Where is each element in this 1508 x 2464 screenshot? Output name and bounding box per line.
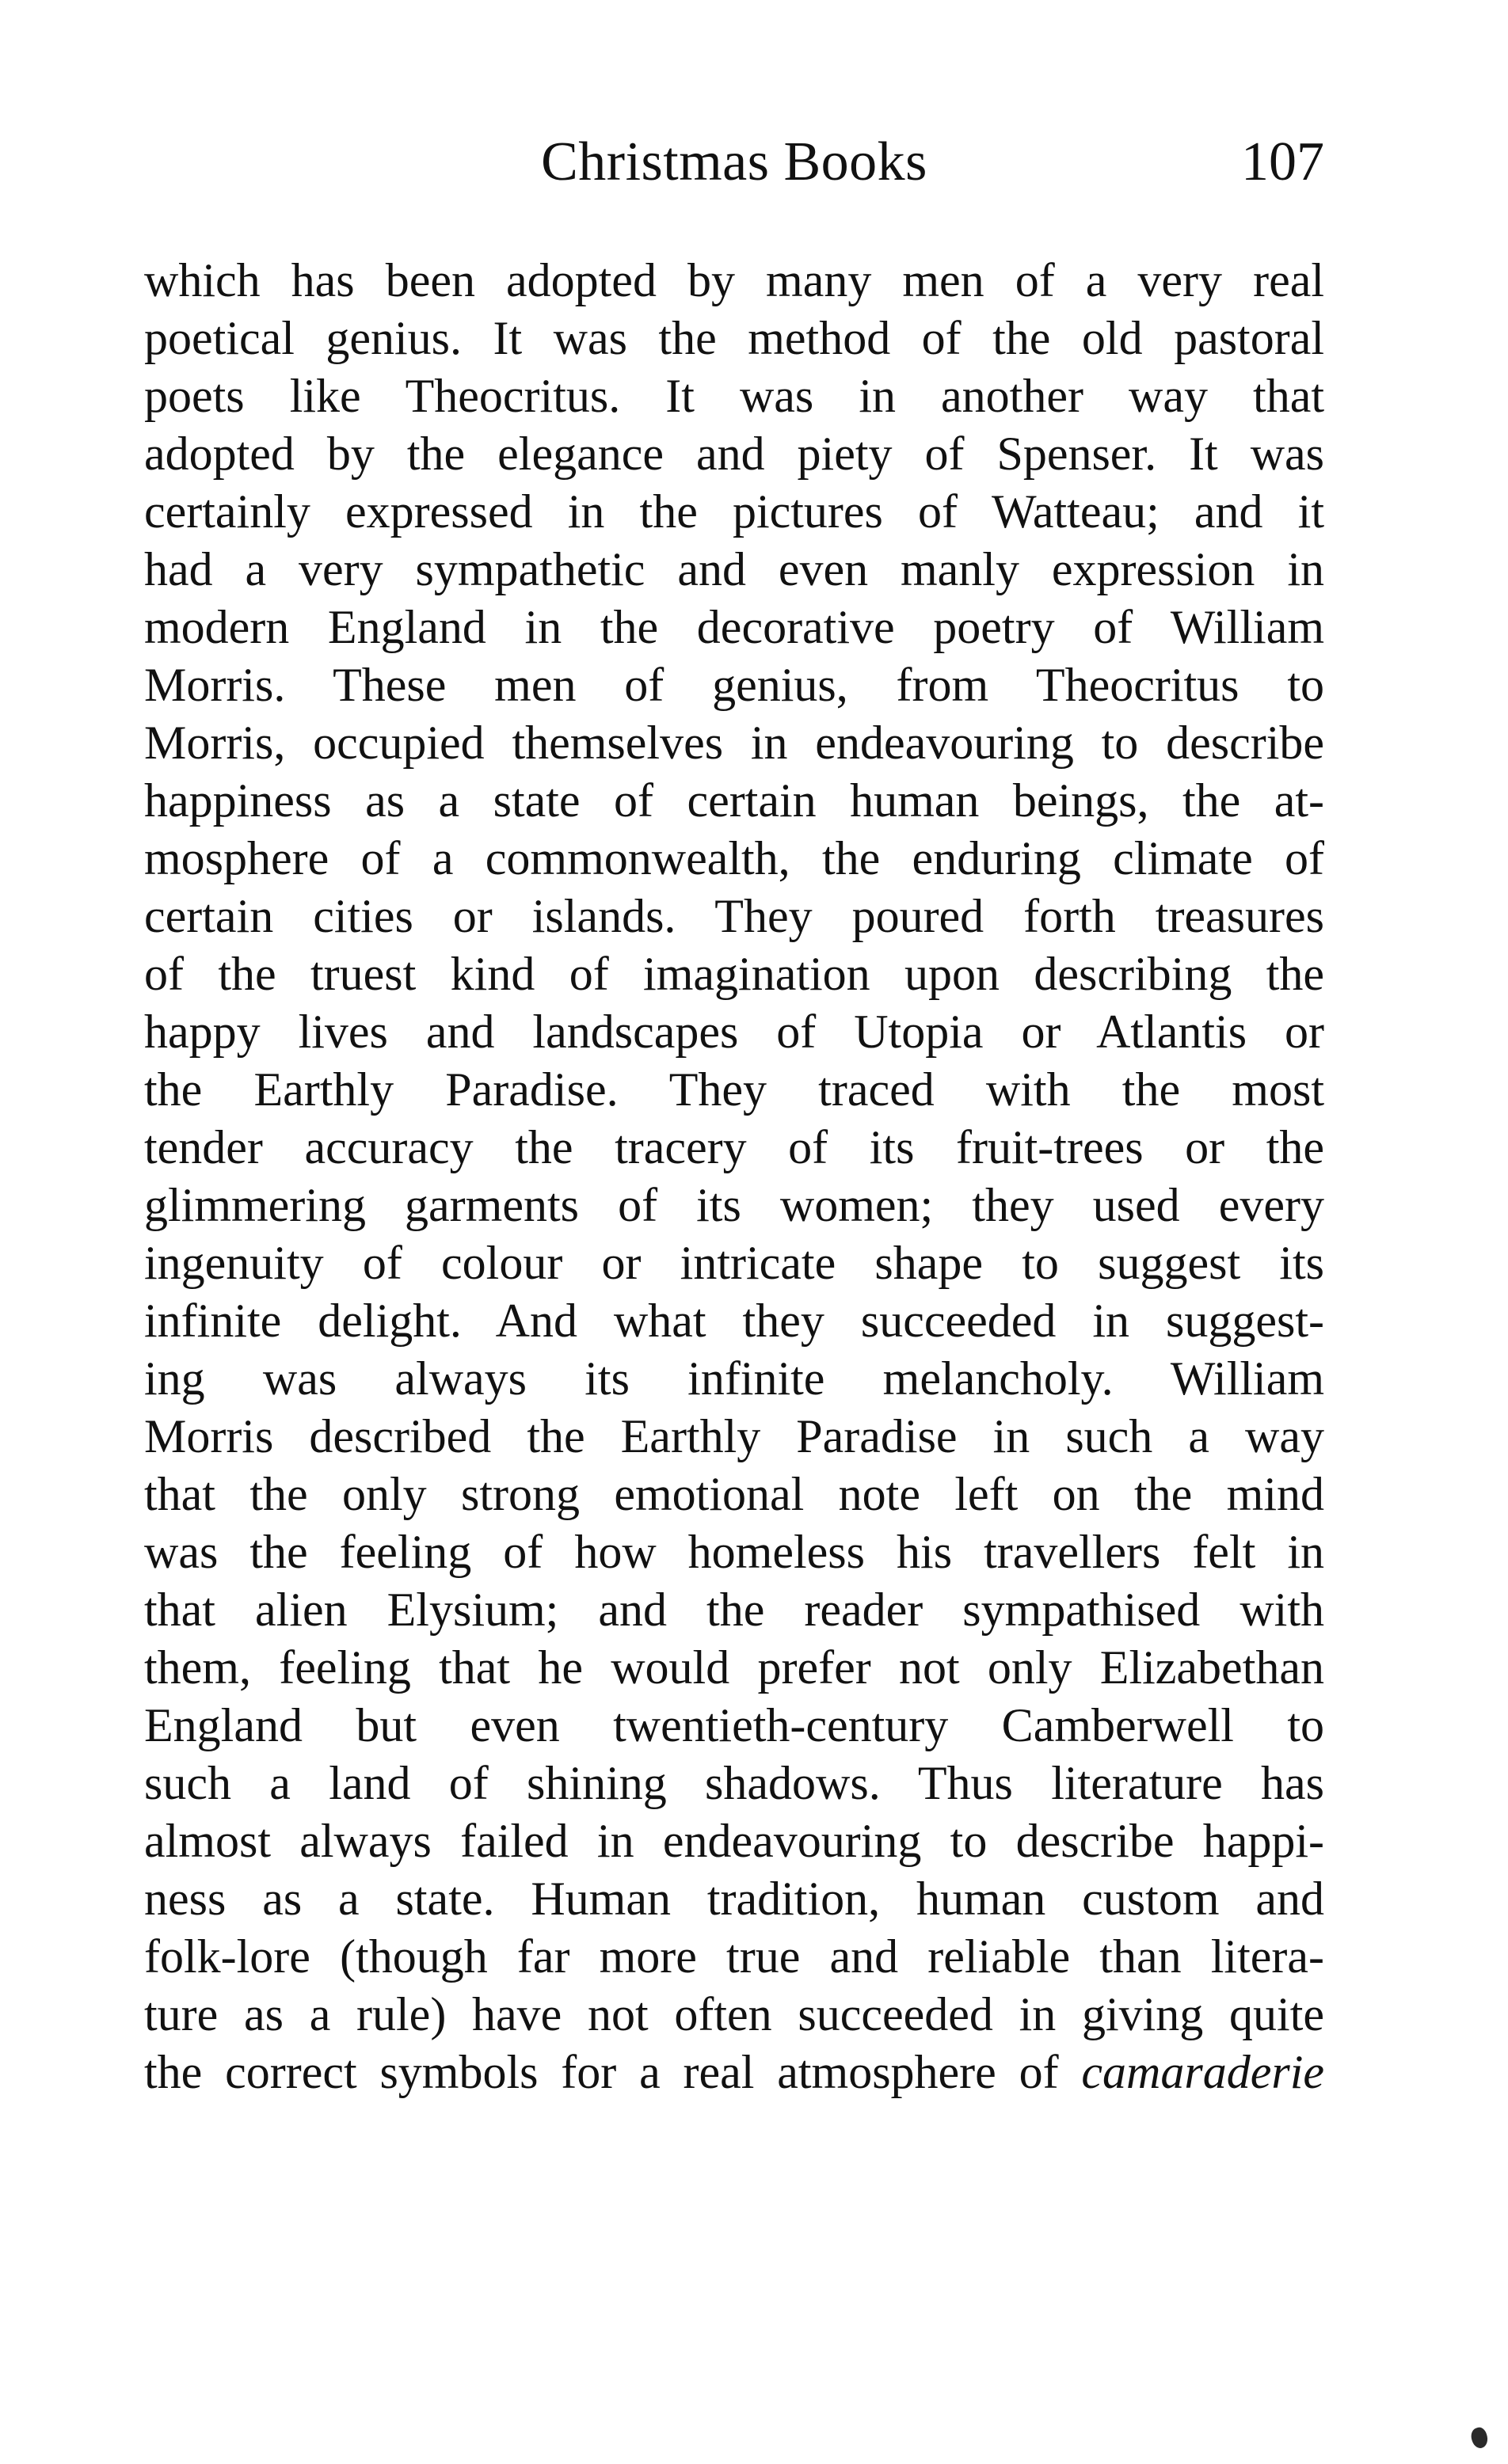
italic-word: camaraderie <box>1081 2046 1324 2098</box>
text-line: adopted by the elegance and piety of Spenser. It was <box>144 428 1324 480</box>
text-line: England but even twentieth-century Camberwell to <box>144 1699 1324 1751</box>
text-line: that the only strong emotional note left on the mind <box>144 1468 1324 1520</box>
text-line: tender accuracy the tracery of its fruit-trees or the <box>144 1121 1324 1173</box>
text-line: ingenuity of colour or intricate shape to suggest its <box>144 1237 1324 1289</box>
text-line: Morris described the Earthly Paradise in such a way <box>144 1410 1324 1462</box>
page-number: 107 <box>1241 131 1324 192</box>
text-line: was the feeling of how homeless his travellers felt in <box>144 1526 1324 1578</box>
body-text <box>144 252 1324 2101</box>
text-line: almost always failed in endeavouring to describe happi- <box>144 1815 1324 1867</box>
text-line: certain cities or islands. They poured forth treasures <box>144 890 1324 942</box>
text-line-last <box>144 2044 1324 2101</box>
ink-speck <box>1468 2425 1491 2450</box>
text-line: that alien Elysium; and the reader sympathised with <box>144 1584 1324 1636</box>
text-line: happiness as a state of certain human beings, the at- <box>144 774 1324 827</box>
text-line: Morris. These men of genius, from Theocritus to <box>144 659 1324 711</box>
text-line: poets like Theocritus. It was in another way that <box>144 370 1324 422</box>
text-line: ing was always its infinite melancholy. William <box>144 1352 1324 1405</box>
text-line: ture as a rule) have not often succeeded in giving quite <box>144 1988 1324 2040</box>
text-line: folk-lore (though far more true and reliable than litera- <box>144 1930 1324 1983</box>
text-line: mosphere of a commonwealth, the enduring climate of <box>144 832 1324 884</box>
text-line: happy lives and landscapes of Utopia or Atlantis or <box>144 1006 1324 1058</box>
text-line: the Earthly Paradise. They traced with the most <box>144 1063 1324 1116</box>
text-line: had a very sympathetic and even manly expression in <box>144 543 1324 595</box>
text-line: modern England in the decorative poetry of William <box>144 601 1324 653</box>
text-line: glimmering garments of its women; they used every <box>144 1179 1324 1231</box>
text-line: infinite delight. And what they succeeded in suggest- <box>144 1295 1324 1347</box>
running-title: Christmas Books <box>541 131 927 192</box>
page-header <box>144 127 1324 198</box>
text-line: such a land of shining shadows. Thus literature has <box>144 1757 1324 1809</box>
text-line: certainly expressed in the pictures of Watteau; and it <box>144 485 1324 538</box>
last-line-text: the correct symbols for a real atmosphere of <box>144 2046 1059 2098</box>
text-line: of the truest kind of imagination upon describing the <box>144 948 1324 1000</box>
text-line: Morris, occupied themselves in endeavouring to describe <box>144 717 1324 769</box>
text-line: which has been adopted by many men of a very real <box>144 254 1324 306</box>
text-line: them, feeling that he would prefer not only Elizabethan <box>144 1641 1324 1694</box>
text-line: poetical genius. It was the method of the old pastoral <box>144 312 1324 364</box>
text-line: ness as a state. Human tradition, human custom and <box>144 1873 1324 1925</box>
